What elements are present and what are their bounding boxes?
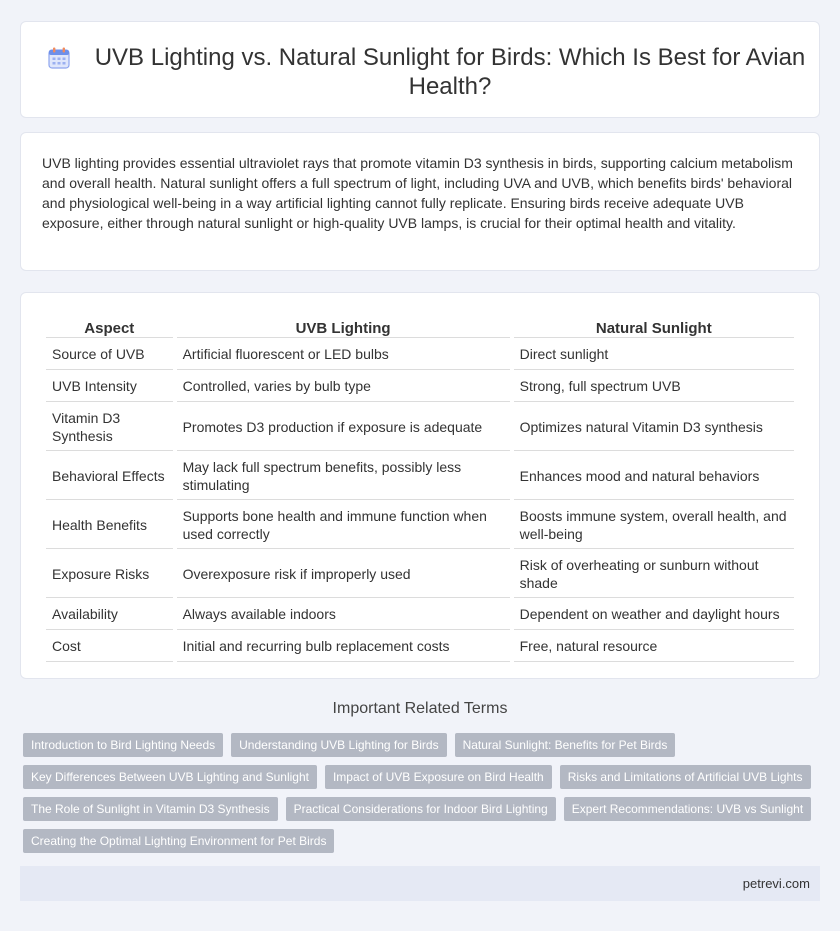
cell-aspect: Exposure Risks bbox=[46, 550, 173, 598]
related-term-tag[interactable]: Key Differences Between UVB Lighting and Sunlight bbox=[23, 765, 317, 789]
site-link[interactable]: petrevi.com bbox=[742, 876, 810, 891]
cell-uvb: Promotes D3 production if exposure is adequate bbox=[177, 403, 510, 451]
cell-uvb: Overexposure risk if improperly used bbox=[177, 550, 510, 598]
related-term-tag[interactable]: Expert Recommendations: UVB vs Sunlight bbox=[564, 797, 811, 821]
table-row bbox=[46, 501, 794, 549]
cell-aspect: Health Benefits bbox=[46, 501, 173, 549]
table-row bbox=[46, 339, 794, 370]
comparison-card bbox=[20, 292, 820, 679]
table-row bbox=[46, 371, 794, 402]
cell-aspect: Availability bbox=[46, 599, 173, 630]
footer bbox=[20, 866, 820, 901]
related-term-tag[interactable]: Understanding UVB Lighting for Birds bbox=[231, 733, 446, 757]
intro-card bbox=[20, 132, 820, 271]
cell-uvb: Initial and recurring bulb replacement costs bbox=[177, 631, 510, 662]
table-row bbox=[46, 599, 794, 630]
cell-sunlight: Risk of overheating or sunburn without shade bbox=[514, 550, 794, 598]
cell-sunlight: Enhances mood and natural behaviors bbox=[514, 452, 794, 500]
intro-paragraph: UVB lighting provides essential ultraviolet rays that promote vitamin D3 synthesis in birds, supporting calcium metabolism and overall health. Natural sunlight offers a full spectrum of light, including UVA and UVB, which benefits birds' behavioral and physiological well-being in a way artificial lighting cannot fully replicate. Ensuring birds receive adequate UVB exposure, either through natural sunlight or high-quality UVB lamps, is crucial for their optimal health and vitality. bbox=[42, 155, 793, 231]
cell-aspect: UVB Intensity bbox=[46, 371, 173, 402]
calendar-icon bbox=[47, 46, 71, 70]
related-term-tag[interactable]: Practical Considerations for Indoor Bird Lighting bbox=[286, 797, 556, 821]
related-terms-title: Important Related Terms bbox=[332, 700, 508, 717]
related-term-tag[interactable]: The Role of Sunlight in Vitamin D3 Synthesis bbox=[23, 797, 278, 821]
cell-aspect: Behavioral Effects bbox=[46, 452, 173, 500]
cell-uvb: Controlled, varies by bulb type bbox=[177, 371, 510, 402]
cell-uvb: Artificial fluorescent or LED bulbs bbox=[177, 339, 510, 370]
table-header-row bbox=[46, 316, 794, 338]
cell-uvb: Always available indoors bbox=[177, 599, 510, 630]
cell-sunlight: Optimizes natural Vitamin D3 synthesis bbox=[514, 403, 794, 451]
cell-sunlight: Boosts immune system, overall health, and well-being bbox=[514, 501, 794, 549]
related-term-tag[interactable]: Introduction to Bird Lighting Needs bbox=[23, 733, 223, 757]
cell-uvb: May lack full spectrum benefits, possibly less stimulating bbox=[177, 452, 510, 500]
header-uvb-lighting: UVB Lighting bbox=[177, 316, 510, 338]
cell-sunlight: Dependent on weather and daylight hours bbox=[514, 599, 794, 630]
related-term-tag[interactable]: Risks and Limitations of Artificial UVB Lights bbox=[560, 765, 811, 789]
cell-sunlight: Strong, full spectrum UVB bbox=[514, 371, 794, 402]
comparison-table bbox=[42, 315, 798, 663]
page-title: UVB Lighting vs. Natural Sunlight for Birds: Which Is Best for Avian Health? bbox=[94, 44, 806, 100]
cell-aspect: Vitamin D3 Synthesis bbox=[46, 403, 173, 451]
related-terms-list bbox=[23, 733, 823, 853]
cell-aspect: Cost bbox=[46, 631, 173, 662]
title-card bbox=[20, 21, 820, 118]
cell-uvb: Supports bone health and immune function when used correctly bbox=[177, 501, 510, 549]
cell-aspect: Source of UVB bbox=[46, 339, 173, 370]
cell-sunlight: Direct sunlight bbox=[514, 339, 794, 370]
table-row bbox=[46, 403, 794, 451]
related-term-tag[interactable]: Natural Sunlight: Benefits for Pet Birds bbox=[455, 733, 676, 757]
header-aspect: Aspect bbox=[46, 316, 173, 338]
related-term-tag[interactable]: Impact of UVB Exposure on Bird Health bbox=[325, 765, 552, 789]
table-row bbox=[46, 631, 794, 662]
table-row bbox=[46, 550, 794, 598]
related-term-tag[interactable]: Creating the Optimal Lighting Environment for Pet Birds bbox=[23, 829, 334, 853]
cell-sunlight: Free, natural resource bbox=[514, 631, 794, 662]
table-row bbox=[46, 452, 794, 500]
header-natural-sunlight: Natural Sunlight bbox=[514, 316, 794, 338]
